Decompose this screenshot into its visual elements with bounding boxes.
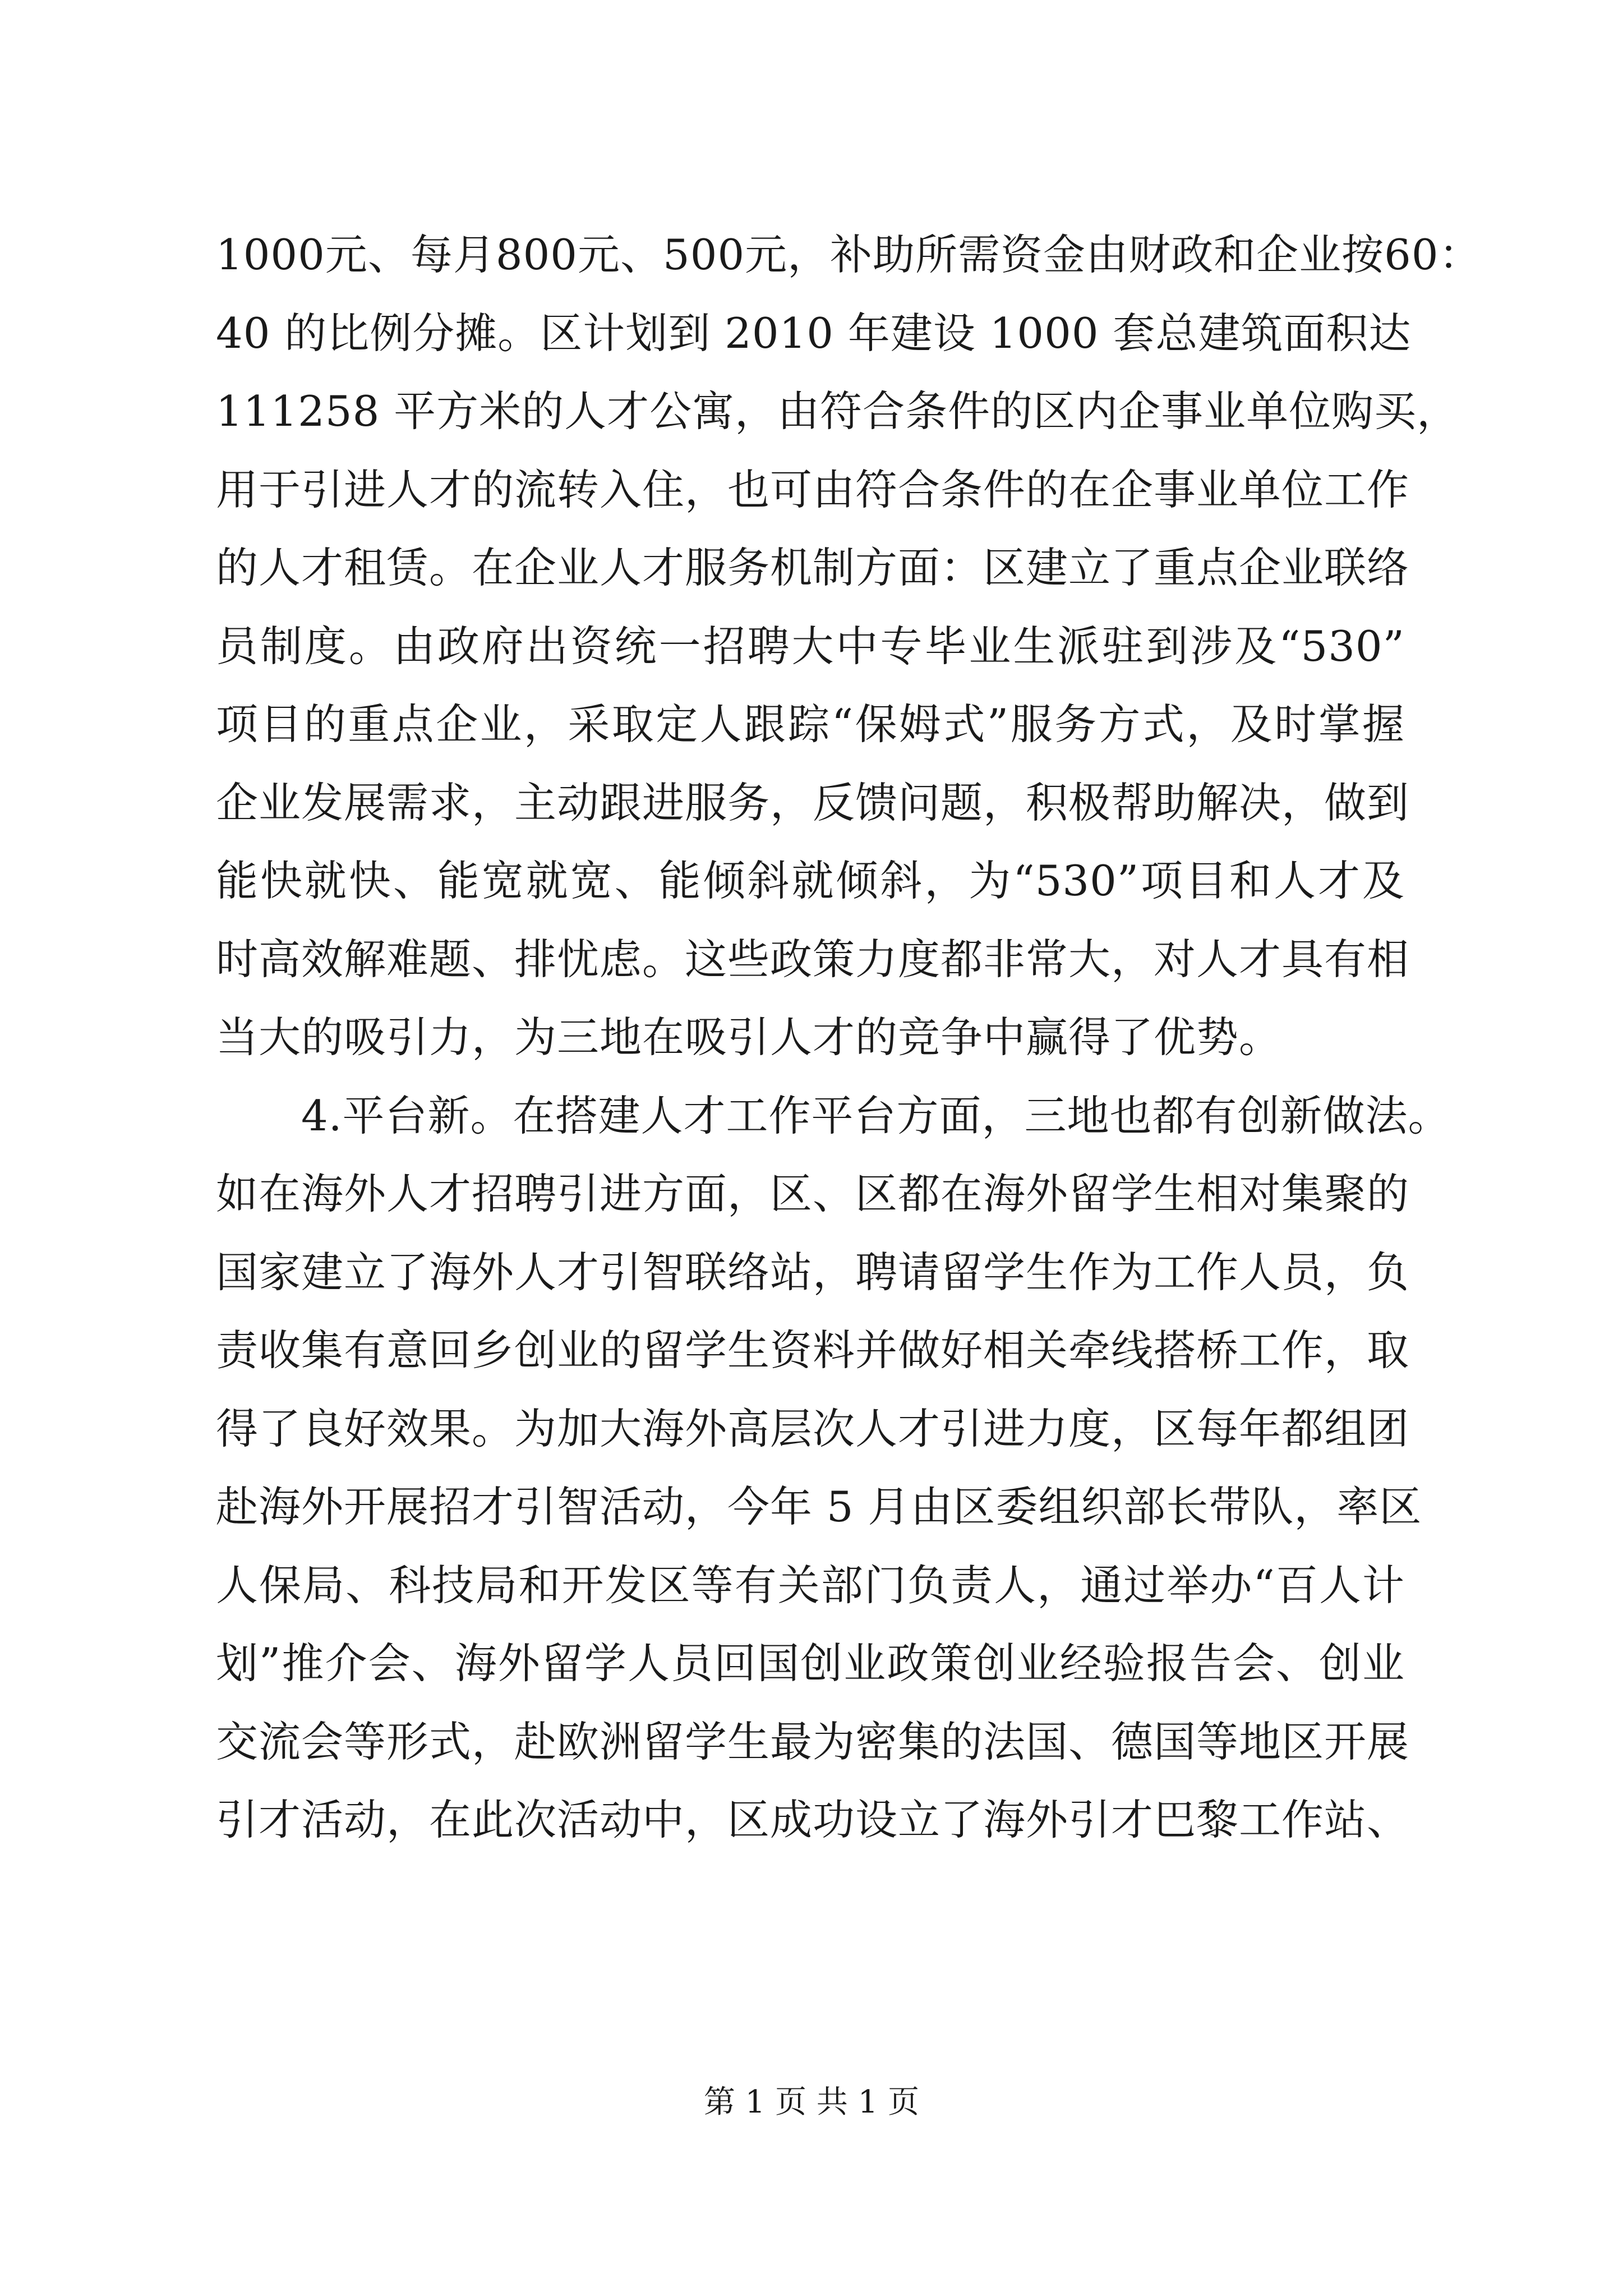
paragraph-first-line: 4.平台新。在搭建人才工作平台方面，三地也都有创新做法。 <box>301 1091 1451 1140</box>
document-body <box>216 216 1482 1860</box>
text-line: 赴海外开展招才引智活动，今年 5 月由区委组织部长带队，率区 <box>216 1482 1422 1531</box>
page-footer <box>0 2080 1623 2125</box>
paragraph-last-line: 当大的吸引力，为三地在吸引人才的竞争中赢得了优势。 <box>216 1013 1282 1062</box>
text-line: 用于引进人才的流转入住，也可由符合条件的在企事业单位工作 <box>216 464 1410 514</box>
text-line: 时高效解难题、排忧虑。这些政策力度都非常大，对人才具有相 <box>216 934 1410 984</box>
text-line: 得了良好效果。为加大海外高层次人才引进力度，区每年都组团 <box>216 1404 1410 1453</box>
page-number: 第 1 页 共 1 页 <box>703 2084 920 2120</box>
text-line: 111258 平方米的人才公寓，由符合条件的区内企事业单位购买， <box>216 386 1460 436</box>
text-line: 40 的比例分摊。区计划到 2010 年建设 1000 套总建筑面积达 <box>216 308 1412 358</box>
text-line: 引才活动，在此次活动中，区成功设立了海外引才巴黎工作站、 <box>216 1795 1410 1844</box>
text-line: 的人才租赁。在企业人才服务机制方面：区建立了重点企业联络 <box>216 543 1410 592</box>
text-line: 国家建立了海外人才引智联络站，聘请留学生作为工作人员，负 <box>216 1247 1410 1297</box>
text-line: 责收集有意回乡创业的留学生资料并做好相关牵线搭桥工作，取 <box>216 1326 1410 1375</box>
text-line: 人保局、科技局和开发区等有关部门负责人，通过举办“百人计 <box>216 1560 1405 1610</box>
text-line: 划”推介会、海外留学人员回国创业政策创业经验报告会、创业 <box>216 1639 1405 1688</box>
text-line: 能快就快、能宽就宽、能倾斜就倾斜，为“530”项目和人才及 <box>216 856 1405 905</box>
text-line: 1000元、每月800元、500元，补助所需资金由财政和企业按60： <box>216 230 1482 279</box>
text-line: 员制度。由政府出资统一招聘大中专毕业生派驻到涉及“530” <box>216 621 1405 671</box>
text-line: 企业发展需求，主动跟进服务，反馈问题，积极帮助解决，做到 <box>216 777 1410 827</box>
text-line: 如在海外人才招聘引进方面，区、区都在海外留学生相对集聚的 <box>216 1169 1410 1218</box>
text-line: 项目的重点企业，采取定人跟踪“保姆式”服务方式，及时掌握 <box>216 700 1405 749</box>
text-line: 交流会等形式，赴欧洲留学生最为密集的法国、德国等地区开展 <box>216 1717 1410 1766</box>
